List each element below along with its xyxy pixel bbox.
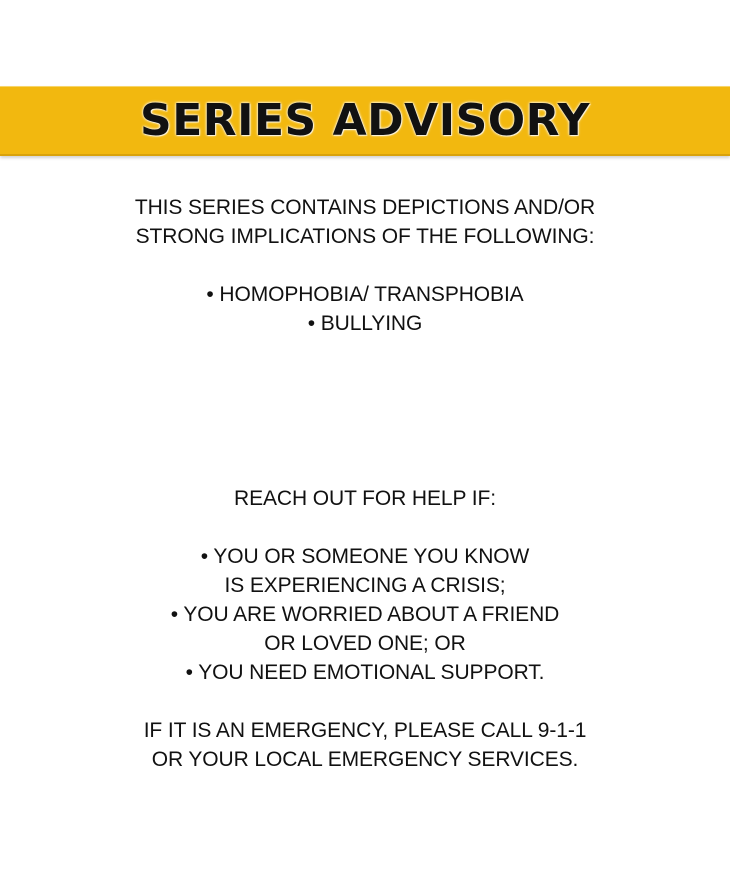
help-line-5: • YOU NEED EMOTIONAL SUPPORT. <box>185 661 545 684</box>
advisory-banner <box>0 86 730 156</box>
help-line-4: OR LOVED ONE; OR <box>264 632 466 655</box>
warning-item-bullying: • BULLYING <box>307 312 423 335</box>
help-heading: REACH OUT FOR HELP IF: <box>234 487 496 510</box>
help-line-1: • YOU OR SOMEONE YOU KNOW <box>200 545 530 568</box>
help-line-3: • YOU ARE WORRIED ABOUT A FRIEND <box>170 603 560 626</box>
emergency-line-2: OR YOUR LOCAL EMERGENCY SERVICES. <box>151 748 579 771</box>
warning-intro-line-2: STRONG IMPLICATIONS OF THE FOLLOWING: <box>135 225 595 248</box>
warning-item-homophobia: • HOMOPHOBIA/ TRANSPHOBIA <box>206 283 524 306</box>
emergency-line-1: IF IT IS AN EMERGENCY, PLEASE CALL 9-1-1 <box>143 719 587 742</box>
help-line-2: IS EXPERIENCING A CRISIS; <box>224 574 506 597</box>
warning-intro-line-1: THIS SERIES CONTAINS DEPICTIONS AND/OR <box>134 196 596 219</box>
banner-title: SERIES ADVISORY <box>140 94 590 146</box>
